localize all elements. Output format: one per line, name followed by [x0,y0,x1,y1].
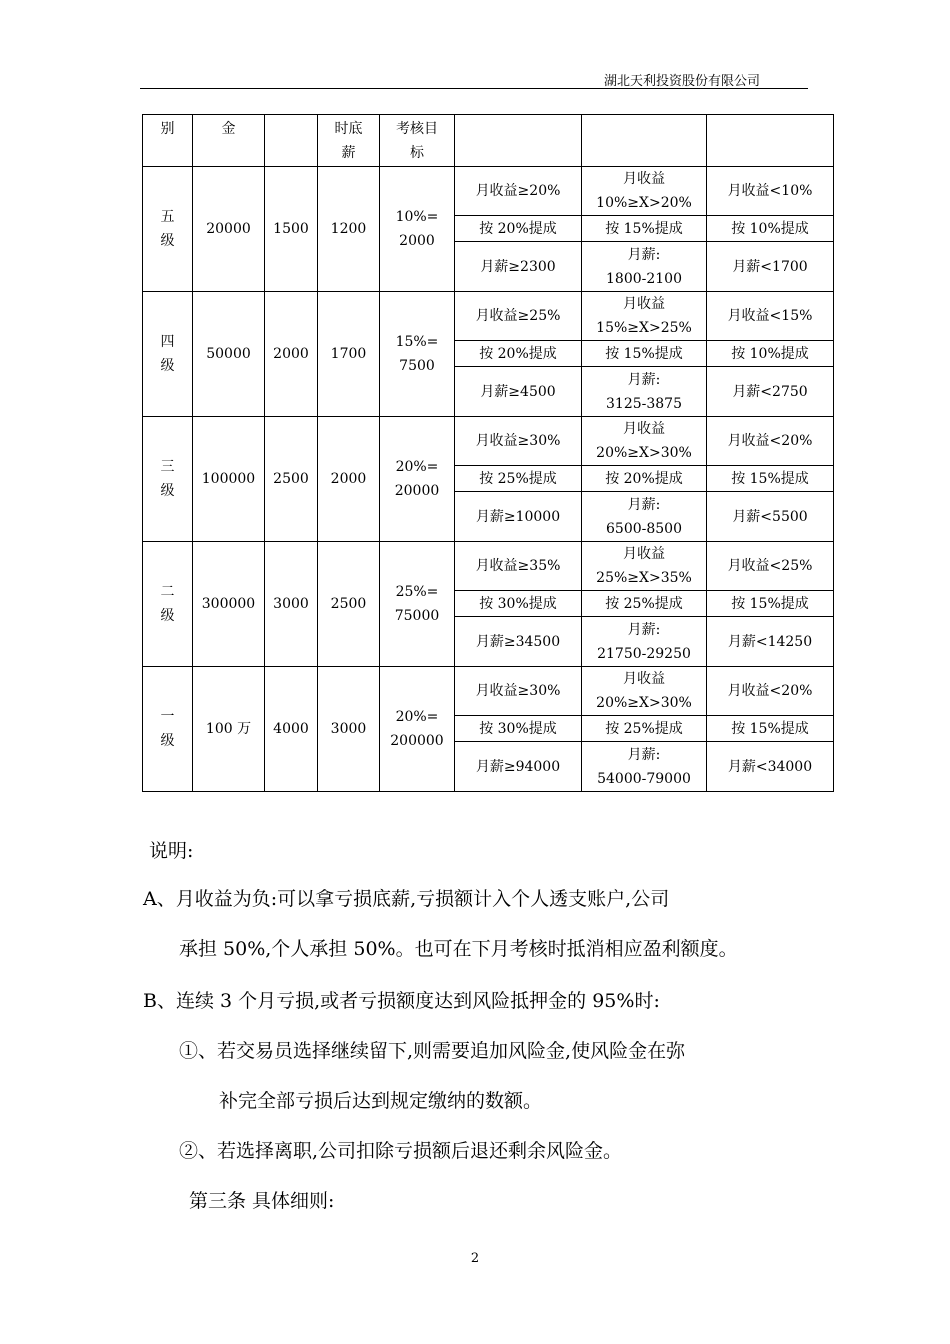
tier-cell: 月薪: 1800-2100 [582,242,707,292]
note-b2-line1: ②、若选择离职,公司扣除亏损额后退还剩余风险金。 [179,1140,623,1162]
floor-salary-cell: 1200 [318,167,380,292]
page-number: 2 [470,1251,480,1266]
deposit-cell: 100 万 [193,667,265,792]
floor-salary-cell: 2500 [318,542,380,667]
table-row [143,417,834,466]
floor-salary-cell: 1700 [318,292,380,417]
base-salary-cell: 4000 [265,667,318,792]
deposit-cell: 20000 [193,167,265,292]
level-cell: 一 级 [143,667,193,792]
header-cell [707,115,834,167]
tier-cell: 月薪: 3125-3875 [582,367,707,417]
tier-cell: 月薪: 54000-79000 [582,742,707,792]
tier-cell: 按 15%提成 [582,216,707,242]
header-company: 湖北天利投资股份有限公司 [603,74,760,89]
base-salary-cell: 2500 [265,417,318,542]
tier-cell: 月收益<25% [707,542,834,591]
header-cell: 别 [143,115,193,167]
table-header-row [143,115,834,167]
deposit-cell: 100000 [193,417,265,542]
tier-cell: 月薪≥2300 [455,242,582,292]
tier-cell: 月收益 20%≥X>30% [582,667,707,716]
floor-salary-cell: 3000 [318,667,380,792]
target-cell: 10%= 2000 [380,167,455,292]
tier-cell: 月收益<20% [707,417,834,466]
header-rule [140,88,808,89]
table-row [143,292,834,341]
tier-cell: 月收益≥30% [455,667,582,716]
tier-cell: 月收益 10%≥X>20% [582,167,707,216]
tier-cell: 月薪≥4500 [455,367,582,417]
tier-cell: 月薪: 21750-29250 [582,617,707,667]
deposit-cell: 50000 [193,292,265,417]
tier-cell: 按 20%提成 [455,216,582,242]
level-cell: 四 级 [143,292,193,417]
tier-cell: 月薪≥34500 [455,617,582,667]
base-salary-cell: 2000 [265,292,318,417]
table-row [143,542,834,591]
note-b1-line2: 补完全部亏损后达到规定缴纳的数额。 [219,1090,543,1112]
article-heading: 第三条 具体细则: [189,1190,335,1212]
table-row [143,167,834,216]
tier-cell: 按 25%提成 [582,716,707,742]
tier-cell: 月薪<5500 [707,492,834,542]
target-cell: 20%= 20000 [380,417,455,542]
tier-cell: 月薪<2750 [707,367,834,417]
level-cell: 五 级 [143,167,193,292]
header-cell [265,115,318,167]
tier-cell: 按 30%提成 [455,716,582,742]
tier-cell: 按 10%提成 [707,341,834,367]
header-cell: 金 [193,115,265,167]
base-salary-cell: 1500 [265,167,318,292]
tier-cell: 按 15%提成 [582,341,707,367]
tier-cell: 月收益≥30% [455,417,582,466]
deposit-cell: 300000 [193,542,265,667]
header-cell: 时底 薪 [318,115,380,167]
tier-cell: 月薪: 6500-8500 [582,492,707,542]
tier-cell: 月收益<10% [707,167,834,216]
salary-table [142,114,834,792]
note-a-line1: A、月收益为负:可以拿亏损底薪,亏损额计入个人透支账户,公司 [143,888,670,910]
tier-cell: 月收益<20% [707,667,834,716]
header-cell [582,115,707,167]
note-b-line1: B、连续 3 个月亏损,或者亏损额度达到风险抵押金的 95%时: [143,990,660,1012]
target-cell: 15%= 7500 [380,292,455,417]
tier-cell: 按 15%提成 [707,591,834,617]
tier-cell: 月收益 20%≥X>30% [582,417,707,466]
header-cell [455,115,582,167]
tier-cell: 按 20%提成 [455,341,582,367]
level-cell: 二 级 [143,542,193,667]
floor-salary-cell: 2000 [318,417,380,542]
tier-cell: 按 30%提成 [455,591,582,617]
tier-cell: 月薪≥94000 [455,742,582,792]
tier-cell: 按 15%提成 [707,466,834,492]
tier-cell: 按 10%提成 [707,216,834,242]
tier-cell: 月薪<34000 [707,742,834,792]
table-row [143,667,834,716]
tier-cell: 月收益<15% [707,292,834,341]
header-cell: 考核目 标 [380,115,455,167]
note-b1-line1: ①、若交易员选择继续留下,则需要追加风险金,使风险金在弥 [179,1040,686,1062]
tier-cell: 月薪<1700 [707,242,834,292]
tier-cell: 按 25%提成 [455,466,582,492]
notes-title: 说明: [149,840,194,862]
tier-cell: 月薪≥10000 [455,492,582,542]
tier-cell: 按 20%提成 [582,466,707,492]
tier-cell: 月收益 15%≥X>25% [582,292,707,341]
tier-cell: 月收益 25%≥X>35% [582,542,707,591]
level-cell: 三 级 [143,417,193,542]
target-cell: 25%= 75000 [380,542,455,667]
tier-cell: 月收益≥25% [455,292,582,341]
tier-cell: 月收益≥35% [455,542,582,591]
base-salary-cell: 3000 [265,542,318,667]
tier-cell: 按 15%提成 [707,716,834,742]
note-a-line2: 承担 50%,个人承担 50%。也可在下月考核时抵消相应盈利额度。 [179,938,738,960]
tier-cell: 按 25%提成 [582,591,707,617]
target-cell: 20%= 200000 [380,667,455,792]
tier-cell: 月收益≥20% [455,167,582,216]
tier-cell: 月薪<14250 [707,617,834,667]
